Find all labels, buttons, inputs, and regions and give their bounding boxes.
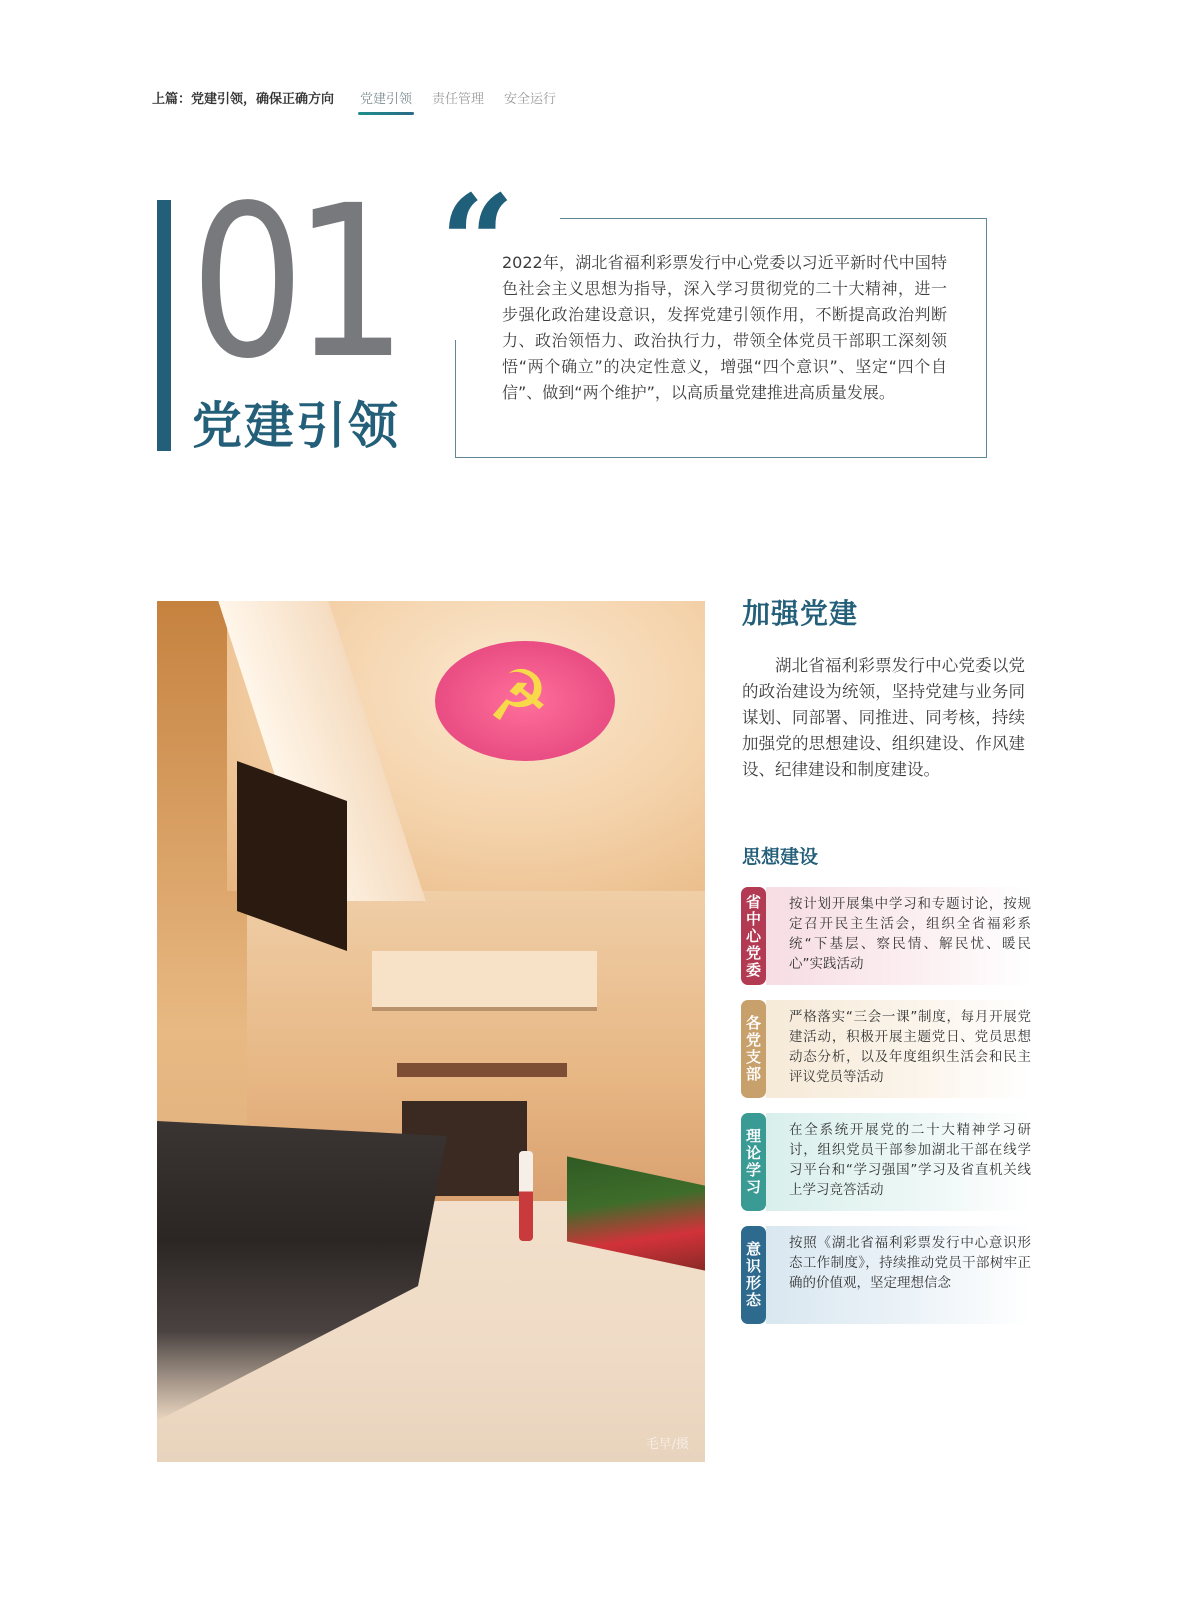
tag-char: 委 [745, 960, 761, 979]
item-tag [741, 887, 766, 985]
sub-heading: 思想建设 [742, 846, 819, 868]
nav-tab-responsibility[interactable]: 责任管理 [432, 92, 485, 107]
item-description: 按照《湖北省福利彩票发行中心意识形态工作制度》，持续推动党员干部树牢正确的价值观，坚定理想信念 [766, 1226, 1031, 1324]
item-description: 在全系统开展党的二十大精神学习研讨，组织党员干部参加湖北干部在线学习平台和“学习强国”学习及省直机关线上学习竞答活动 [766, 1113, 1031, 1211]
quote-mark-icon: “ [440, 166, 515, 319]
tag-char: 省 [745, 892, 761, 911]
item-tag [741, 1000, 766, 1098]
list-item [741, 1113, 1031, 1211]
tag-char: 论 [745, 1144, 761, 1162]
item-tag [741, 1113, 766, 1211]
list-item [741, 1226, 1031, 1324]
photo-guide [519, 1151, 533, 1241]
intro-quote: 2022年，湖北省福利彩票发行中心党委以习近平新时代中国特色社会主义思想为指导，深入学习贯彻党的二十大精神，进一步强化政治建设意识，发挥党建引领作用，不断提高政治判断力、政治领悟力、政治执行力，带领全体党员干部职工深刻领悟“两个确立”的决定性意义，增强“四个意识”、坚定“四个自信”、做到“两个维护”，以高质量党建推进高质量发展。 [502, 253, 947, 402]
nav-tab-party-building[interactable]: 党建引领 [360, 88, 412, 115]
photo-wall-sign [397, 1063, 567, 1077]
item-tag [741, 1226, 766, 1324]
tag-char: 理 [745, 1127, 761, 1145]
tag-char: 习 [745, 1178, 761, 1196]
tag-char: 中 [745, 909, 761, 928]
tag-char: 识 [745, 1257, 761, 1275]
main-heading: 加强党建 [742, 597, 859, 630]
section-accent-bar [157, 200, 171, 451]
section-number: 01 [190, 160, 396, 405]
chapter-breadcrumb: 上篇：党建引领，确保正确方向 [152, 92, 335, 107]
page-header [152, 88, 556, 116]
nav-tab-safety[interactable]: 安全运行 [504, 92, 557, 107]
section-nav [360, 88, 556, 115]
tag-char: 心 [745, 926, 761, 945]
tag-char: 态 [745, 1291, 761, 1309]
list-item [741, 887, 1031, 985]
photo-gallery [372, 951, 597, 1011]
tag-char: 党 [745, 943, 761, 962]
item-description: 按计划开展集中学习和专题讨论，按规定召开民主生活会，组织全省福彩系统“下基层、察民情、解民忧、暖民心”实践活动 [766, 887, 1031, 985]
tag-char: 各 [745, 1014, 761, 1032]
tag-char: 学 [745, 1161, 761, 1179]
tag-char: 形 [745, 1274, 761, 1292]
main-body: 湖北省福利彩票发行中心党委以党的政治建设为统领，坚持党建与业务同谋划、同部署、同推进、同考核，持续加强党的思想建设、组织建设、作风建设、纪律建设和制度建设。 [742, 656, 1025, 779]
list-item [741, 1000, 1031, 1098]
section-title: 党建引领 [192, 397, 400, 455]
photo-credit: 毛早/摄 [645, 1437, 689, 1452]
item-description: 严格落实“三会一课”制度，每月开展党建活动，积极开展主题党日、党员思想动态分析，以及年度组织生活会和民主评议党员等活动 [766, 1000, 1031, 1098]
tag-char: 党 [745, 1031, 761, 1049]
hammer-sickle-icon: ☭ [487, 655, 550, 737]
exhibition-hall-photo [157, 601, 705, 1462]
tag-char: 部 [745, 1065, 761, 1083]
tag-char: 支 [745, 1048, 761, 1066]
tag-char: 意 [745, 1240, 761, 1258]
